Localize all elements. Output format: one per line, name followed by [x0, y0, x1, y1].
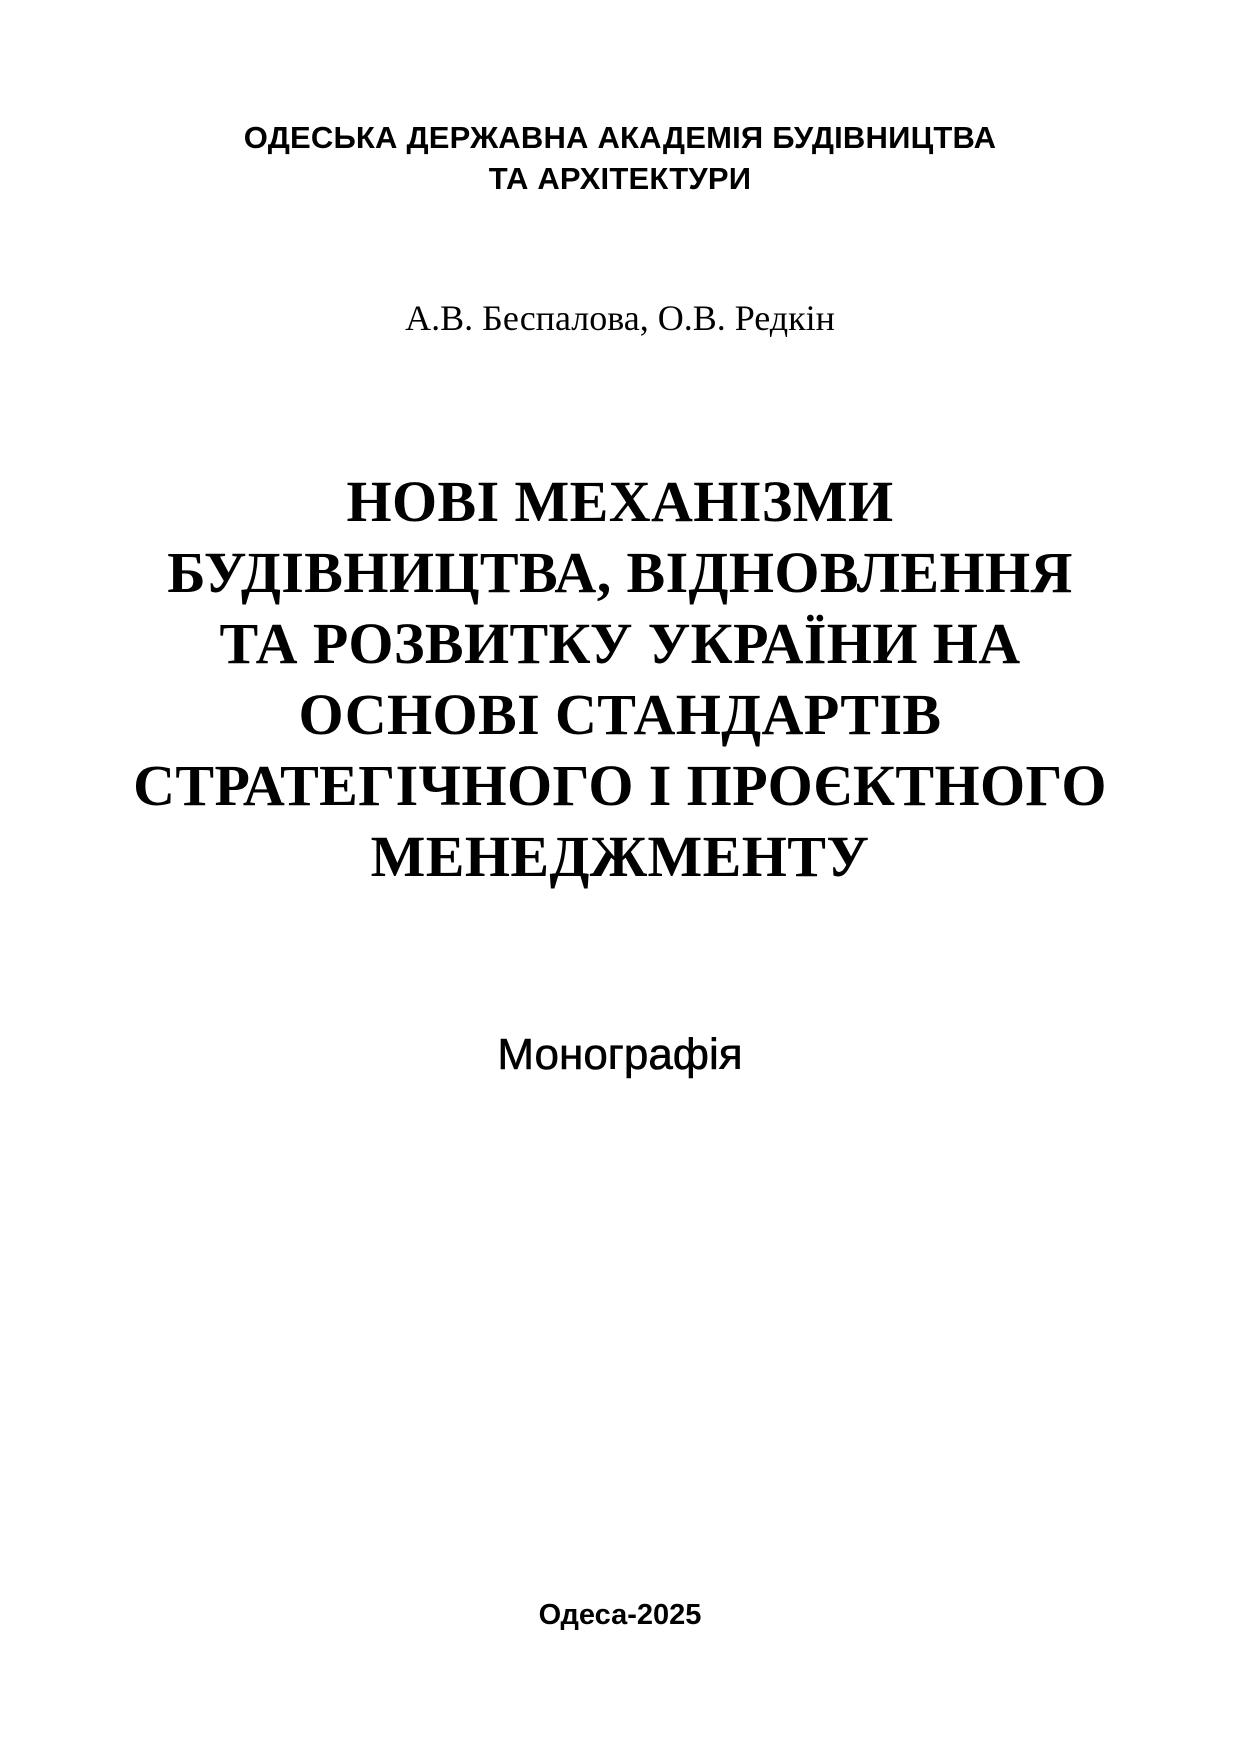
- institution-line: ТА АРХІТЕКТУРИ: [488, 161, 752, 196]
- publication-type: Монографія: [497, 1030, 743, 1079]
- title-line: БУДІВНИЦТВА, ВІДНОВЛЕННЯ: [167, 540, 1073, 605]
- authors: А.В. Беспалова, О.В. Редкін: [405, 298, 835, 338]
- institution-name: [0, 117, 1240, 199]
- title-line: ОСНОВІ СТАНДАРТІВ: [298, 682, 942, 747]
- institution-line: ОДЕСЬКА ДЕРЖАВНА АКАДЕМІЯ БУДІВНИЦТВА: [243, 120, 997, 155]
- title-line: НОВІ МЕХАНІЗМИ: [346, 469, 894, 534]
- book-title: [0, 466, 1240, 892]
- title-line: МЕНЕДЖМЕНТУ: [370, 824, 870, 889]
- title-line: ТА РОЗВИТКУ УКРАЇНИ НА: [219, 611, 1021, 676]
- place-and-year: Одеса-2025: [538, 1599, 702, 1631]
- title-line: СТРАТЕГІЧНОГО І ПРОЄКТНОГО: [133, 753, 1107, 818]
